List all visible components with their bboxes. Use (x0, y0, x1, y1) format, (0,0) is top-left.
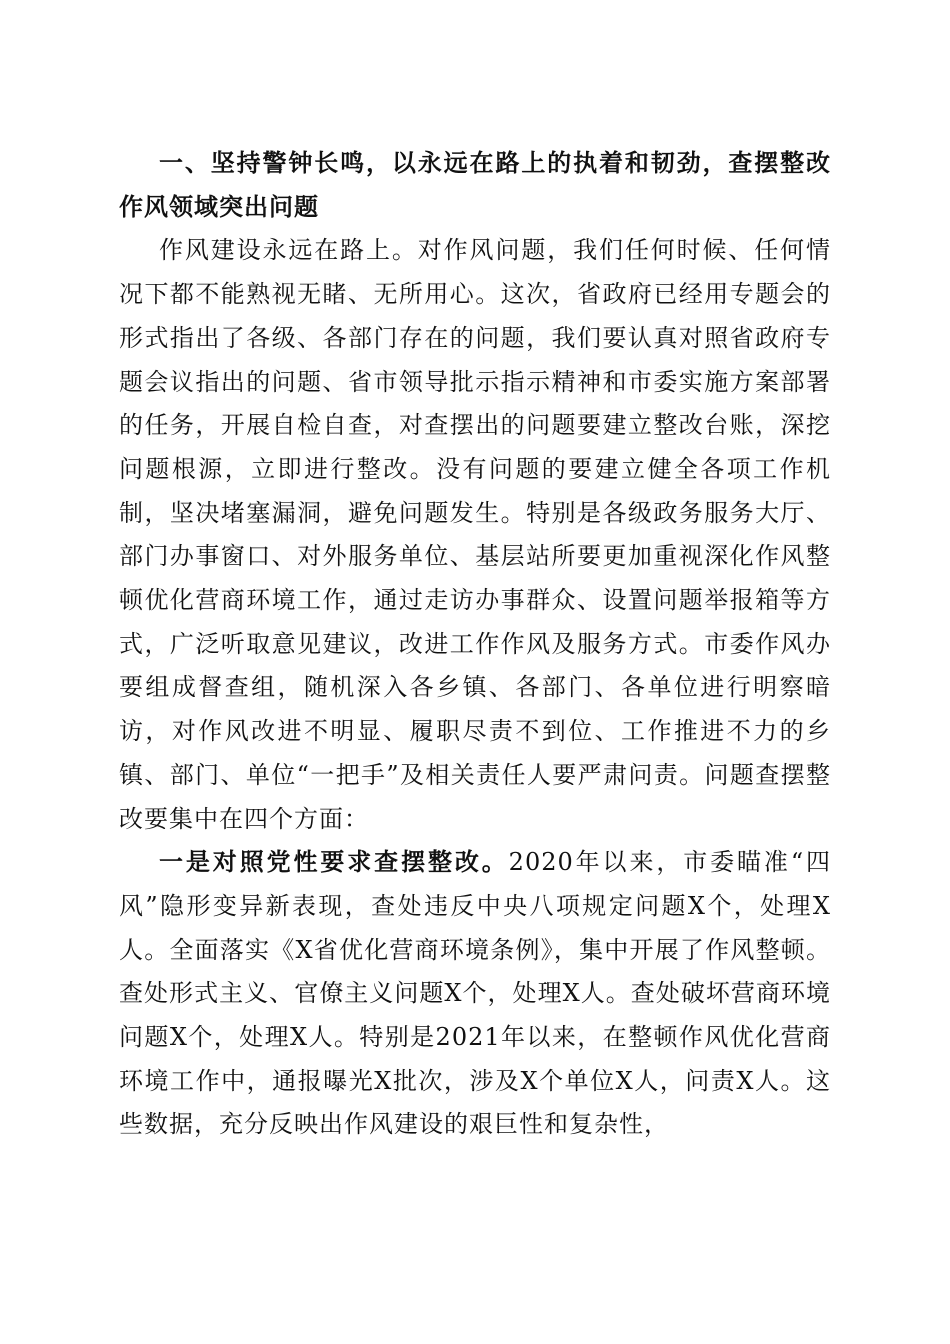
body-paragraph: 作风建设永远在路上。对作风问题，我们任何时候、任何情况下都不能熟视无睹、无所用心。这次，省政府已经用专题会的形式指出了各级、各部门存在的问题，我们要认真对照省政府专题会议指出的问题、省市领导批示指示精神和市委实施方案部署的任务，开展自检自查，对查摆出的问题要建立整改台账，深挖问题根源，立即进行整改。没有问题的要建立健全各项工作机制，坚决堵塞漏洞，避免问题发生。特别是各级政务服务大厅、部门办事窗口、对外服务单位、基层站所要更加重视深化作风整顿优化营商环境工作，通过走访办事群众、设置问题举报箱等方式，广泛听取意见建议，改进工作作风及服务方式。市委作风办要组成督查组，随机深入各乡镇、各部门、各单位进行明察暗访，对作风改进不明显、履职尽责不到位、工作推进不力的乡镇、部门、单位“一把手”及相关责任人要严肃问责。问题查摆整改要集中在四个方面： (119, 236, 831, 833)
point-one-body: 2020年以来，市委瞄准“四风”隐形变异新表现，查处违反中央八项规定问题X个，处理X人。全面落实《X省优化营商环境条例》，集中开展了作风整顿。查处形式主义、官僚主义问题X个，处理X人。查处破坏营商环境问题X个，处理X人。特别是2021年以来，在整顿作风优化营商环境工作中，通报曝光X批次，涉及X个单位X人，问责X人。这些数据，充分反映出作风建设的艰巨性和复杂性， (119, 848, 831, 1139)
body-paragraph-point-one (119, 841, 831, 1147)
section-heading: 一、坚持警钟长鸣，以永远在路上的执着和韧劲，查摆整改作风领域突出问题 (119, 149, 831, 221)
point-one-lead: 一是对照党性要求查摆整改。 (159, 848, 509, 877)
document-body (119, 142, 831, 1147)
